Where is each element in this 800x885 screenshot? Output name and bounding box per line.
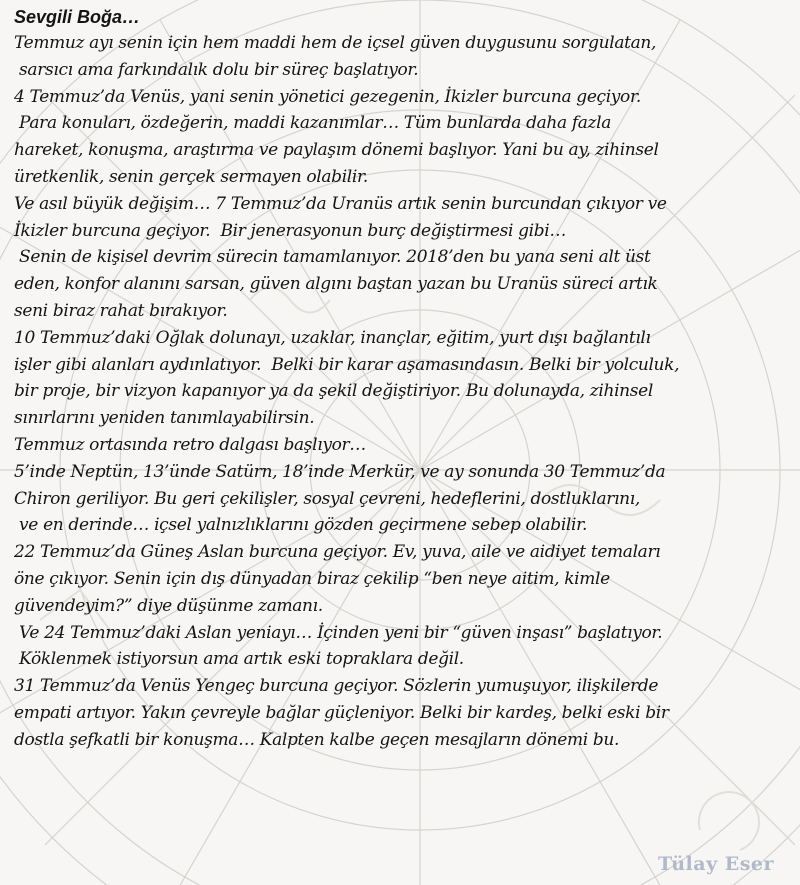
text-line: 5’inde Neptün, 13’ünde Satürn, 18’inde Merkür, ve ay sonunda 30 Temmuz’da bbox=[14, 461, 666, 482]
text-line: 4 Temmuz’da Venüs, yani senin yönetici gezegenin, İkizler burcuna geçiyor. bbox=[14, 86, 641, 107]
text-line: sınırlarını yeniden tanımlayabilirsin. bbox=[14, 408, 315, 429]
text-line: Ve 24 Temmuz’daki Aslan yeniayı… İçinden yeni bir “güven inşası” başlatıyor. bbox=[14, 622, 663, 643]
text-line: Senin de kişisel devrim sürecin tamamlanıyor. 2018’den bu yana seni alt üst bbox=[14, 247, 651, 268]
text-line: 10 Temmuz’daki Oğlak dolunayı, uzaklar, inançlar, eğitim, yurt dışı bağlantılı bbox=[14, 327, 651, 348]
text-line: Chiron geriliyor. Bu geri çekilişler, sosyal çevreni, hedeflerini, dostluklarını, bbox=[14, 488, 640, 509]
text-line: güvendeyim?” diye düşünme zamanı. bbox=[14, 595, 323, 616]
author-signature: Tülay Eser bbox=[658, 853, 774, 875]
text-line: hareket, konuşma, araştırma ve paylaşım dönemi başlıyor. Yani bu ay, zihinsel bbox=[14, 140, 659, 161]
text-line: Köklenmek istiyorsun ama artık eski topraklara değil. bbox=[14, 649, 464, 670]
text-line: eden, konfor alanını sarsan, güven algını baştan yazan bu Uranüs süreci artık bbox=[14, 274, 658, 295]
text-line: Para konuları, özdeğerin, maddi kazanımlar… Tüm bunlarda daha fazla bbox=[14, 113, 612, 134]
text-line: Temmuz ayı senin için hem maddi hem de içsel güven duygusunu sorgulatan, bbox=[14, 33, 657, 53]
text-line: üretkenlik, senin gerçek sermayen olabilir. bbox=[14, 166, 368, 187]
horoscope-text bbox=[14, 4, 794, 754]
text-line: seni biraz rahat bırakıyor. bbox=[14, 300, 228, 321]
text-line: işler gibi alanları aydınlatıyor. Belki bir karar aşamasındasın. Belki bir yolculuk, bbox=[14, 354, 680, 375]
text-line: Ve asıl büyük değişim… 7 Temmuz’da Uranüs artık senin burcundan çıkıyor ve bbox=[14, 193, 667, 214]
text-line: bir proje, bir vizyon kapanıyor ya da şekil değiştiriyor. Bu dolunayda, zihinsel bbox=[14, 381, 653, 402]
paragraph-lines bbox=[14, 30, 794, 754]
text-line: 22 Temmuz’da Güneş Aslan burcuna geçiyor. Ev, yuva, aile ve aidiyet temaları bbox=[14, 542, 661, 563]
text-line: ve en derinde… içsel yalnızlıklarını gözden geçirmene sebep olabilir. bbox=[14, 515, 588, 536]
text-line: sarsıcı ama farkındalık dolu bir süreç başlatıyor. bbox=[14, 59, 419, 80]
text-line: 31 Temmuz’da Venüs Yengeç burcuna geçiyor. Sözlerin yumuşuyor, ilişkilerde bbox=[14, 676, 659, 697]
text-line: dostla şefkatli bir konuşma… Kalpten kalbe geçen mesajların dönemi bu. bbox=[14, 729, 620, 750]
text-line: empati artıyor. Yakın çevreyle bağlar güçleniyor. Belki bir kardeş, belki eski bir bbox=[14, 702, 669, 723]
greeting-title: Sevgili Boğa… bbox=[14, 7, 141, 27]
text-line: Temmuz ortasında retro dalgası başlıyor… bbox=[14, 434, 366, 455]
text-line: öne çıkıyor. Senin için dış dünyadan biraz çekilip “ben neye aitim, kimle bbox=[14, 568, 610, 589]
text-line: İkizler burcuna geçiyor. Bir jenerasyonun burç değiştirmesi gibi… bbox=[14, 220, 566, 241]
